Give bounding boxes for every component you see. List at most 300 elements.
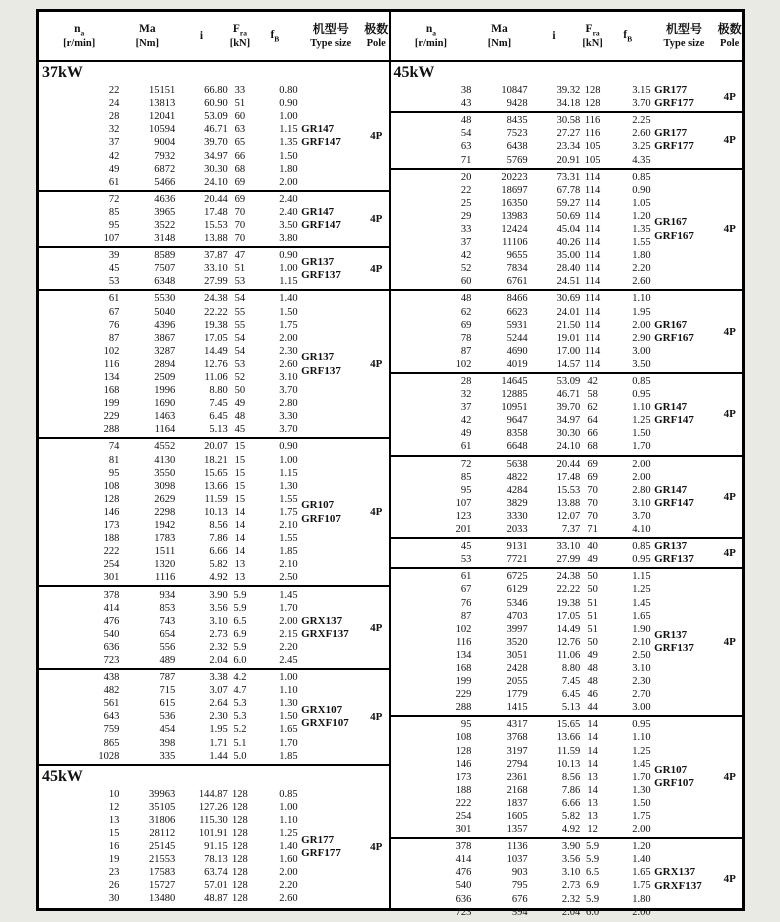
cell-fb: 1.35 [632,223,651,235]
cell-fb: 3.10 [279,372,298,384]
table-row [39,440,389,453]
cell-fra: 6.5 [586,867,600,879]
type-size-line2: GRF177 [654,140,694,153]
cell-na: 95 [108,219,120,231]
cell-ma: 4552 [154,441,176,453]
type-size-line2: GRXF137 [301,627,349,640]
cell-na: 16 [108,841,120,853]
cell-na: 26 [108,880,120,892]
cell-i: 20.91 [556,154,581,166]
cell-na: 87 [460,610,472,622]
cell-i: 14.49 [556,623,581,635]
cell-ma: 7932 [154,150,176,162]
table-row [39,654,389,667]
table-row [39,292,389,305]
left-column-header [39,12,389,62]
cell-i: 12.76 [556,636,581,648]
cell-ma: 7507 [154,263,176,275]
table-row [391,596,743,609]
cell-ma: 35105 [149,801,176,813]
cell-ma: 489 [159,654,176,666]
cell-fb: 1.10 [632,293,651,305]
cell-fb: 2.10 [632,636,651,648]
cell-fra: 6.5 [233,615,247,627]
spec-section [391,839,743,920]
cell-na: 146 [103,506,120,518]
cell-i: 27.99 [204,276,228,288]
cell-i: 30.58 [556,115,581,127]
cell-fb: 1.80 [632,250,651,262]
cell-fb: 3.15 [632,85,651,97]
cell-i: 39.32 [556,85,581,97]
col-header-type [651,22,718,50]
cell-fb: 4.10 [632,524,651,536]
cell-na: 229 [103,411,120,423]
cell-fra: 5.3 [233,698,247,710]
cell-ma: 594 [511,906,528,918]
cell-ma: 654 [159,628,176,640]
cell-na: 15 [108,828,120,840]
col-header-ma-symbol: Ma [139,23,156,36]
cell-i: 19.38 [556,597,581,609]
cell-fra: 114 [584,263,601,275]
cell-i: 2.30 [209,711,228,723]
cell-ma: 2509 [154,372,176,384]
cell-ma: 1779 [506,689,528,701]
cell-na: 28 [108,111,120,123]
table-row [391,197,743,210]
cell-na: 42 [460,415,472,427]
pole-label: 4P [370,506,383,519]
cell-na: 13 [108,814,120,826]
cell-i: 2.04 [561,906,581,918]
cell-na: 102 [455,623,472,635]
cell-fb: 1.25 [632,584,651,596]
cell-fra: 14 [234,520,246,532]
cell-ma: 17583 [149,867,176,879]
cell-ma: 6623 [506,306,528,318]
cell-fra: 4.7 [233,685,247,697]
table-row [39,545,389,558]
cell-na: 67 [460,584,472,596]
cell-na: 723 [455,906,472,918]
cell-ma: 8466 [506,293,528,305]
cell-fra: 70 [234,206,246,218]
cell-fra: 14 [587,732,598,744]
table-row [391,306,743,319]
cell-fra: 114 [584,332,601,344]
table-row [391,375,743,388]
cell-na: 134 [455,649,472,661]
cell-na: 561 [103,698,120,710]
left-body [39,62,389,908]
cell-fra: 12 [587,824,598,836]
cell-fra: 6.9 [233,628,247,640]
cell-ma: 16350 [501,197,528,209]
cell-fra: 5.9 [233,602,247,614]
type-size-line1: GR177 [301,833,335,846]
cell-fb: 2.00 [632,458,651,470]
col-header-type-unit: Type size [663,37,705,49]
col-header-ma-unit: [Nm] [487,37,512,49]
right-column-header [391,12,743,62]
cell-fra: 128 [584,98,601,110]
power-header: 45kW [42,767,83,785]
cell-fra: 54 [234,293,246,305]
cell-na: 168 [103,385,120,397]
cell-fb: 2.60 [632,276,651,288]
type-size-line2: GRF177 [654,97,694,110]
cell-fb: 0.95 [632,719,651,731]
cell-fra: 15 [234,493,246,505]
table-row [39,397,389,410]
table-row [391,171,743,184]
table-row [39,480,389,493]
cell-na: 643 [103,711,120,723]
spec-section [39,291,389,439]
cell-i: 4.92 [561,824,581,836]
cell-i: 57.01 [204,880,228,892]
cell-i: 6.45 [209,411,228,423]
cell-fb: 1.70 [279,602,298,614]
cell-fb: 2.30 [632,676,651,688]
cell-na: 72 [460,458,472,470]
table-row [39,193,389,206]
type-size-line1: GR177 [654,127,688,140]
cell-fra: 114 [584,293,601,305]
cell-i: 2.04 [209,654,228,666]
cell-ma: 6725 [506,571,528,583]
cell-ma: 10847 [501,85,528,97]
cell-na: 102 [103,345,120,357]
cell-fra: 69 [587,458,598,470]
table-row [39,866,389,879]
cell-ma: 1116 [155,572,176,584]
type-size-line1: GR107 [654,764,688,777]
cell-na: 378 [455,841,472,853]
type-size-line1: GR137 [654,629,688,642]
type-size-line2: GRF137 [301,268,341,281]
cell-fra: 116 [584,115,601,127]
cell-i: 2.32 [209,641,228,653]
cell-fra: 116 [584,128,601,140]
cell-i: 39.70 [204,137,228,149]
cell-fra: 128 [584,85,601,97]
spec-section [39,670,389,766]
cell-fra: 70 [587,510,598,522]
cell-fra: 5.9 [586,893,600,905]
table-row [391,388,743,401]
cell-na: 116 [104,358,120,370]
cell-i: 11.06 [204,372,228,384]
cell-fra: 49 [587,554,598,566]
cell-i: 13.66 [556,732,581,744]
cell-fb: 3.70 [632,510,651,522]
cell-na: 108 [455,732,472,744]
cell-fra: 15 [234,480,246,492]
cell-fra: 53 [234,276,246,288]
cell-na: 95 [460,484,472,496]
cell-ma: 5466 [154,176,176,188]
spec-section [39,192,389,248]
cell-fra: 50 [587,636,598,648]
cell-ma: 1415 [506,702,528,714]
cell-i: 6.66 [209,546,228,558]
cell-na: 146 [455,758,472,770]
type-size-label [654,401,694,427]
cell-ma: 11106 [502,237,528,249]
cell-i: 24.38 [556,571,581,583]
type-size-line1: GR137 [301,351,335,364]
cell-fra: 50 [587,571,598,583]
col-header-na [39,22,119,51]
table-row [39,410,389,423]
cell-na: 188 [103,533,120,545]
cell-na: 301 [455,824,472,836]
cell-fra: 14 [587,719,598,731]
cell-ma: 795 [511,880,528,892]
cell-ma: 787 [159,672,176,684]
cell-fra: 13 [587,811,598,823]
cell-i: 17.05 [204,332,228,344]
cell-fra: 48 [587,676,598,688]
table-row [391,292,743,305]
cell-na: 229 [455,689,472,701]
table-row [391,262,743,275]
table-row [39,892,389,905]
cell-na: 476 [455,867,472,879]
cell-i: 63.74 [204,867,228,879]
cell-na: 222 [455,797,472,809]
table-row [39,671,389,684]
cell-ma: 3197 [506,745,528,757]
table-row [391,114,743,127]
table-row [39,641,389,654]
col-header-fb [605,28,651,44]
type-size-line1: GRX137 [654,866,696,879]
cell-ma: 536 [159,711,176,723]
cell-fra: 14 [234,506,246,518]
type-size-line2: GRF107 [654,777,694,790]
cell-fra: 51 [587,597,598,609]
cell-na: 53 [108,276,120,288]
cell-i: 24.51 [556,276,581,288]
cell-na: 24 [108,98,120,110]
cell-fb: 1.20 [632,841,651,853]
cell-i: 27.27 [556,128,581,140]
cell-fb: 2.25 [632,115,651,127]
cell-fra: 62 [587,402,598,414]
cell-fra: 42 [587,376,598,388]
table-row [39,84,389,97]
cell-fb: 0.90 [279,98,298,110]
cell-ma: 715 [159,685,176,697]
cell-na: 32 [460,389,472,401]
cell-i: 24.01 [556,306,581,318]
pole-label: 4P [370,621,383,634]
cell-ma: 10951 [501,402,528,414]
table-row [39,454,389,467]
cell-ma: 615 [159,698,176,710]
cell-fra: 13 [234,572,246,584]
cell-ma: 12424 [501,223,528,235]
cell-na: 48 [460,293,472,305]
cell-fb: 2.20 [279,880,298,892]
cell-fb: 1.40 [279,841,298,853]
cell-i: 24.10 [556,441,581,453]
table-row [391,583,743,596]
cell-i: 35.00 [556,250,581,262]
type-size-label [654,629,694,655]
cell-fra: 68 [234,163,246,175]
type-size-label [301,615,349,641]
cell-ma: 3287 [154,345,176,357]
cell-na: 414 [455,854,472,866]
cell-i: 20.07 [204,441,228,453]
pole-label: 4P [723,325,736,338]
type-size-line2: GRF147 [654,414,694,427]
cell-i: 5.82 [209,559,228,571]
cell-ma: 4317 [506,719,528,731]
col-header-na-unit: [r/min] [63,38,96,50]
cell-i: 46.71 [204,124,228,136]
cell-fb: 1.55 [279,493,298,505]
cell-fb: 3.30 [279,411,298,423]
cell-i: 27.99 [556,554,581,566]
cell-fra: 14 [587,745,598,757]
cell-fb: 2.10 [279,559,298,571]
spec-section [39,787,389,907]
col-header-type [298,22,364,50]
cell-fb: 3.00 [632,702,651,714]
table-row [39,684,389,697]
cell-fb: 0.90 [279,250,298,262]
spec-section [391,569,743,717]
cell-fb: 2.30 [279,345,298,357]
table-row [391,153,743,166]
cell-na: 49 [108,163,120,175]
type-size-label [654,540,694,566]
cell-i: 7.45 [209,398,228,410]
cell-ma: 6348 [154,276,176,288]
cell-i: 3.10 [209,615,228,627]
cell-fb: 1.85 [279,546,298,558]
type-size-label [654,84,694,110]
cell-na: 482 [103,685,120,697]
type-size-line2: GRF167 [654,229,694,242]
cell-fra: 114 [584,223,601,235]
cell-i: 59.27 [556,197,581,209]
table-row [391,718,743,731]
table-row [391,893,743,906]
cell-fra: 66 [587,428,598,440]
type-size-label [301,499,341,525]
cell-i: 1.44 [209,750,228,762]
right-body [391,62,743,920]
cell-fb: 2.15 [279,628,298,640]
cell-i: 34.97 [556,415,581,427]
cell-fb: 1.50 [279,306,298,318]
cell-fra: 6.0 [586,906,600,918]
type-size-line1: GRX137 [301,614,343,627]
cell-ma: 3965 [154,206,176,218]
cell-na: 123 [455,510,472,522]
cell-ma: 3997 [506,623,528,635]
cell-i: 30.69 [556,293,581,305]
cell-fb: 1.45 [632,758,651,770]
type-size-label [301,834,341,860]
table-row [391,510,743,523]
cell-fra: 114 [584,210,601,222]
cell-na: 107 [103,233,120,245]
spec-section [39,83,389,192]
cell-na: 378 [103,589,120,601]
cell-ma: 3051 [506,649,528,661]
cell-ma: 4130 [154,454,176,466]
cell-na: 25 [460,197,472,209]
cell-na: 37 [460,402,472,414]
cell-fra: 114 [584,237,601,249]
cell-ma: 1136 [506,841,528,853]
table-row [391,701,743,714]
type-size-line1: GR137 [301,255,335,268]
cell-fra: 14 [587,784,598,796]
cell-fb: 1.75 [632,811,651,823]
cell-fb: 0.85 [632,171,651,183]
cell-ma: 5346 [506,597,528,609]
cell-fra: 54 [234,345,246,357]
cell-ma: 31806 [149,814,176,826]
power-header: 45kW [393,64,435,81]
cell-ma: 7721 [506,554,528,566]
cell-fb: 0.80 [279,85,298,97]
right-half [391,12,743,918]
cell-na: 60 [460,276,472,288]
cell-i: 53.09 [556,376,581,388]
cell-fra: 114 [584,306,601,318]
cell-fb: 1.30 [279,698,298,710]
cell-fra: 14 [234,546,246,558]
cell-i: 17.00 [556,345,581,357]
cell-fra: 52 [234,372,246,384]
cell-na: 19 [108,854,120,866]
col-header-i [528,29,581,43]
cell-fra: 71 [587,524,598,536]
cell-fra: 49 [587,649,598,661]
cell-fb: 3.50 [279,219,298,231]
cell-fb: 0.90 [632,184,651,196]
pole-label: 4P [723,91,736,104]
cell-i: 48.87 [204,893,228,905]
table-row [39,384,389,397]
cell-fra: 47 [234,250,246,262]
cell-i: 15.65 [556,719,581,731]
table-row [39,97,389,110]
cell-fb: 1.10 [279,814,298,826]
cell-fb: 2.70 [632,689,651,701]
cell-na: 173 [103,520,120,532]
type-size-line1: GR147 [301,123,335,136]
pole-label: 4P [370,840,383,853]
col-header-ma-unit: [Nm] [135,37,159,49]
cell-i: 15.53 [204,219,228,231]
cell-ma: 3550 [154,467,176,479]
cell-fb: 1.35 [279,137,298,149]
type-size-line1: GR167 [654,216,688,229]
col-header-pole [717,22,742,50]
cell-na: 33 [460,223,472,235]
cell-ma: 4822 [506,471,528,483]
